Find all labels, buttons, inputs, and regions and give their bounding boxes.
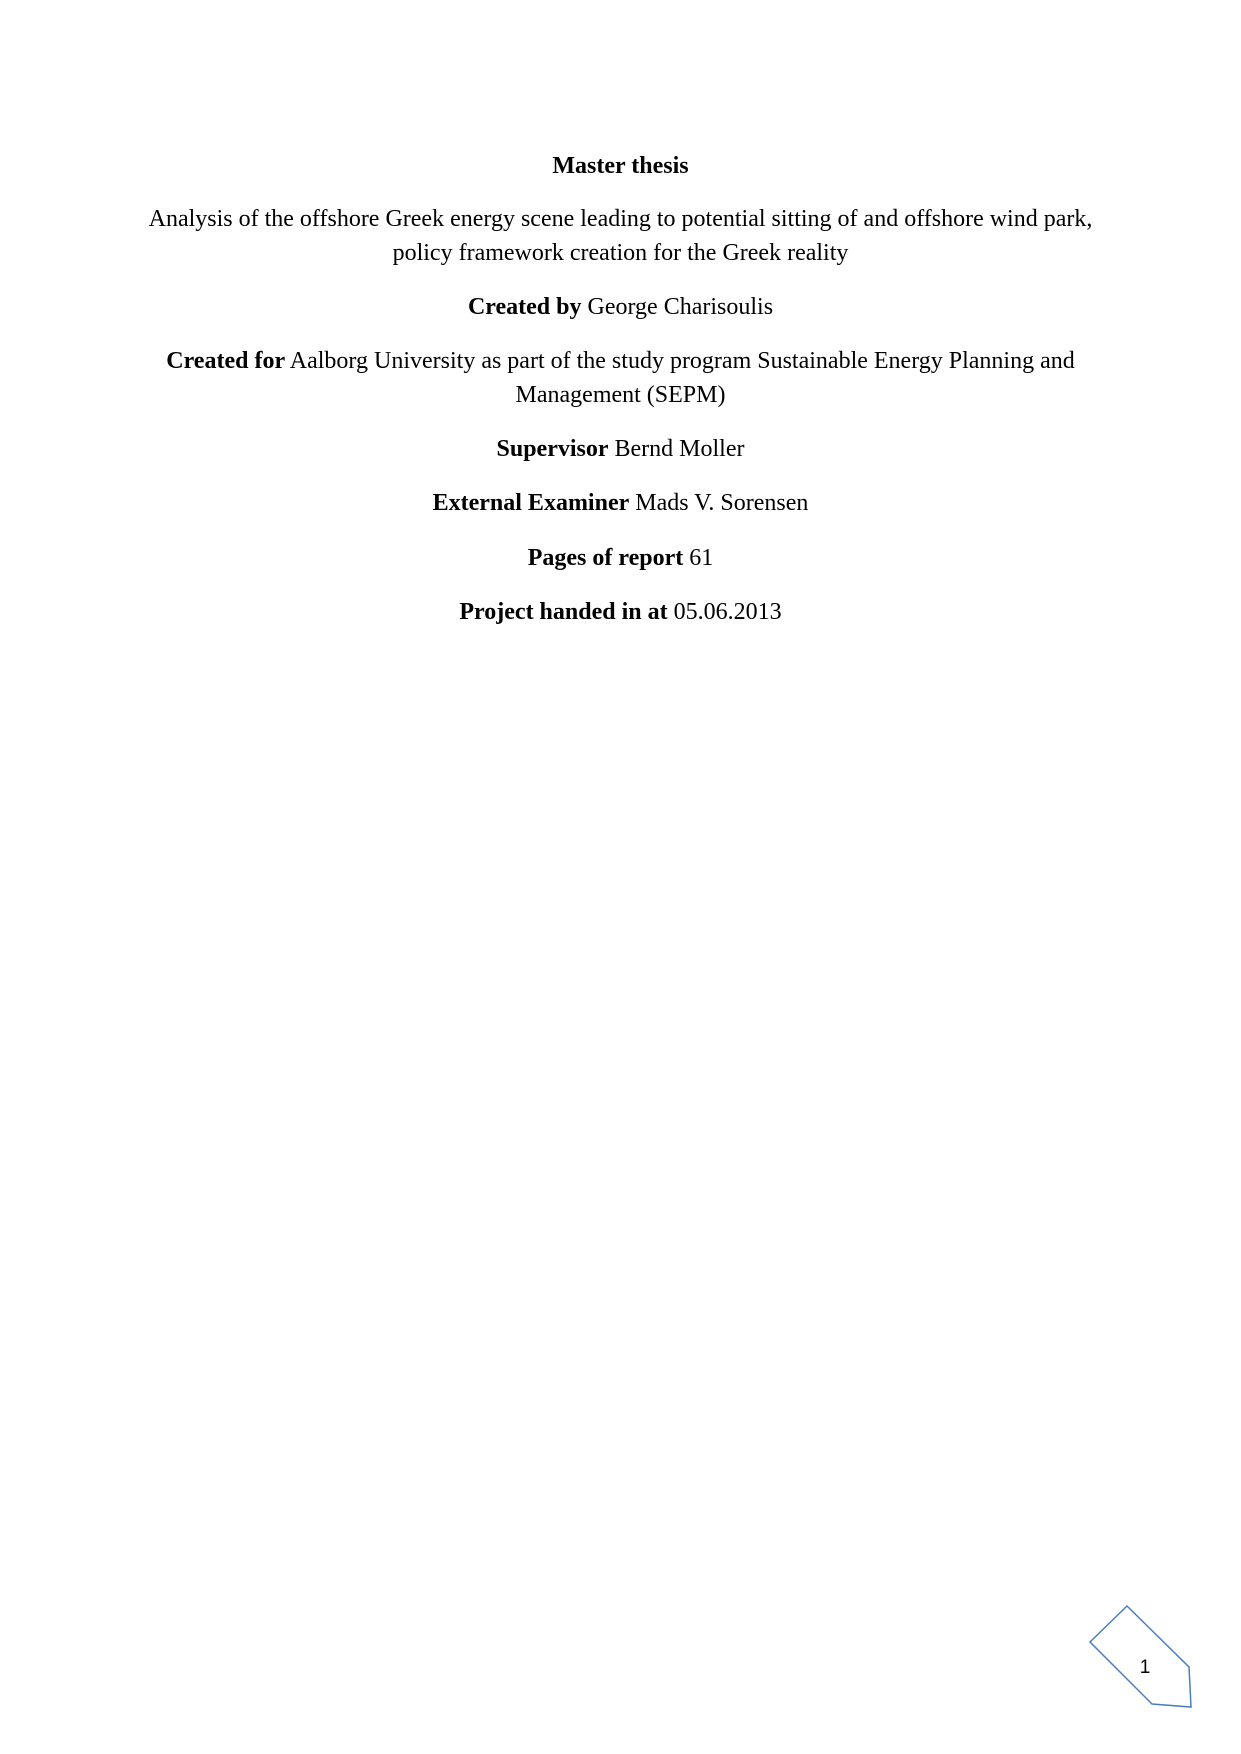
- created-by-label: Created by: [467, 294, 582, 320]
- created-by-value: George Charisoulis: [587, 294, 774, 320]
- external-examiner-value: Mads V. Sorensen: [635, 490, 809, 516]
- handed-in-label: Project handed in at: [459, 599, 668, 625]
- supervisor-label: Supervisor: [496, 436, 609, 462]
- created-for-value: Aalborg University as part of the study program Sustainable Energy Planning and: [289, 348, 1075, 374]
- subtitle-line-2: policy framework creation for the Greek reality: [392, 240, 849, 266]
- handed-in-value: 05.06.2013: [673, 599, 782, 625]
- title-text: Master thesis: [552, 153, 689, 179]
- page-number: 1: [1139, 1657, 1151, 1678]
- supervisor-value: Bernd Moller: [614, 436, 745, 462]
- external-examiner-label: External Examiner: [432, 490, 630, 516]
- subtitle-line-1: Analysis of the offshore Greek energy scene leading to potential sitting of and offshore wind park,: [148, 206, 1093, 232]
- pages-value: 61: [689, 545, 714, 571]
- created-for-line-2: Management (SEPM): [515, 382, 726, 408]
- pages-label: Pages of report: [527, 545, 684, 571]
- created-for-label: Created for: [166, 348, 286, 374]
